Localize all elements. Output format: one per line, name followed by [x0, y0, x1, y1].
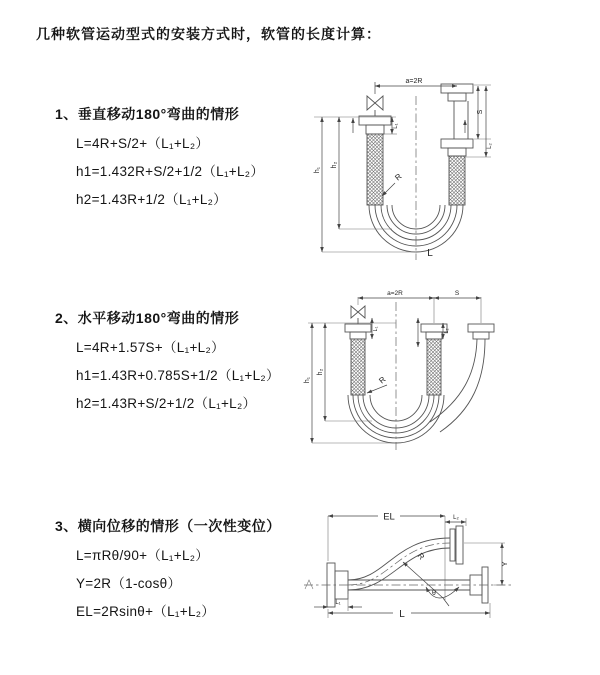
dim-label-el: EL: [383, 511, 395, 523]
dim-label-s: S: [454, 290, 460, 297]
formula-h1: h1=1.432R+S/2+1/2（L₁+L₂）: [76, 164, 265, 179]
formula-el: EL=2Rsinθ+（L₁+L₂）: [76, 604, 216, 619]
section-3-heading: 3、横向位移的情形（一次性变位）: [55, 518, 281, 534]
valve-icon: [351, 306, 365, 324]
dimension-s: [474, 85, 491, 139]
left-fitting: [359, 116, 391, 134]
formula-l: L=4R+S/2+（L₁+L₂）: [76, 136, 210, 151]
dim-label-l2: L₂: [487, 143, 493, 149]
formula-h2: h2=1.43R+S/2+1/2（L₁+L₂）: [76, 396, 257, 411]
dim-label-r: R: [393, 171, 404, 183]
hose-braid-middle: [427, 339, 441, 395]
dim-label-a2r: a=2R: [387, 290, 403, 297]
dim-label-l2: L₂: [444, 328, 450, 334]
angle-theta: [426, 587, 459, 598]
dim-label-r: R: [377, 374, 388, 386]
page-title: 几种软管运动型式的安装方式时，软管的长度计算：: [36, 26, 381, 42]
dim-label-l: L: [399, 609, 405, 620]
dimension-l2: [443, 323, 450, 339]
dimension-a2r: [375, 78, 457, 94]
dimension-l1: [372, 318, 379, 339]
valve-icon: [367, 96, 383, 116]
dim-label-l2: L₂: [453, 515, 459, 521]
hose-braid-left: [367, 134, 383, 205]
section-3: [55, 516, 281, 630]
dim-label-h2: h₂: [331, 161, 338, 169]
formula-h1: h1=1.43R+0.785S+1/2（L₁+L₂）: [76, 368, 280, 383]
dim-label-h1: h₁: [314, 166, 321, 174]
dim-label-l1: L₁: [393, 123, 399, 129]
dim-label-h1: h₁: [304, 376, 311, 384]
dim-label-r: R: [415, 551, 427, 562]
formula-y: Y=2R（1-cosθ）: [76, 576, 182, 591]
dimension-h1: [314, 117, 416, 252]
dim-label-l1: L₁: [373, 326, 379, 332]
dimension-l: [328, 603, 490, 620]
formula-l: L=4R+1.57S+（L₁+L₂）: [76, 340, 225, 355]
formula-h2: h2=1.43R+1/2（L₁+L₂）: [76, 192, 227, 207]
right-fitting: [441, 84, 473, 156]
section-1: [55, 104, 264, 218]
dimension-s: [434, 290, 481, 323]
displaced-hose-curve: [348, 538, 450, 590]
dim-label-h2: h₂: [317, 368, 324, 376]
radius-annotation: [382, 172, 404, 196]
diagram-lateral-displacement: [298, 495, 598, 655]
section-2: [55, 308, 280, 422]
formula-l: L=πRθ/90+（L₁+L₂）: [76, 548, 210, 563]
dimension-l2: [445, 515, 466, 526]
right-fitting: [468, 324, 494, 339]
upper-flange: [450, 526, 463, 564]
dim-label-theta: θ: [432, 590, 436, 597]
dim-label-l1: L₁: [335, 600, 341, 606]
dimension-y: [464, 543, 509, 585]
hose-braid-right: [449, 156, 465, 205]
radius-annotation: [367, 375, 388, 393]
diagram-horizontal-180-bend: [300, 282, 595, 452]
centerline-break-mark: [305, 580, 313, 589]
left-fitting: [345, 324, 371, 339]
hose-braid-left: [351, 339, 365, 395]
dimension-el: [328, 512, 445, 562]
dimension-l2: [466, 86, 493, 157]
dim-label-y: Y: [500, 561, 509, 567]
dim-label-l: L: [427, 248, 433, 259]
section-2-heading: 2、水平移动180°弯曲的情形: [55, 310, 240, 326]
dim-label-s: S: [477, 109, 484, 115]
dimension-l1: [384, 117, 399, 134]
dimension-l1: [314, 594, 362, 611]
dim-label-a2r: a=2R: [405, 78, 423, 85]
diagram-vertical-180-bend: [300, 70, 585, 265]
section-1-heading: 1、垂直移动180°弯曲的情形: [55, 106, 240, 122]
